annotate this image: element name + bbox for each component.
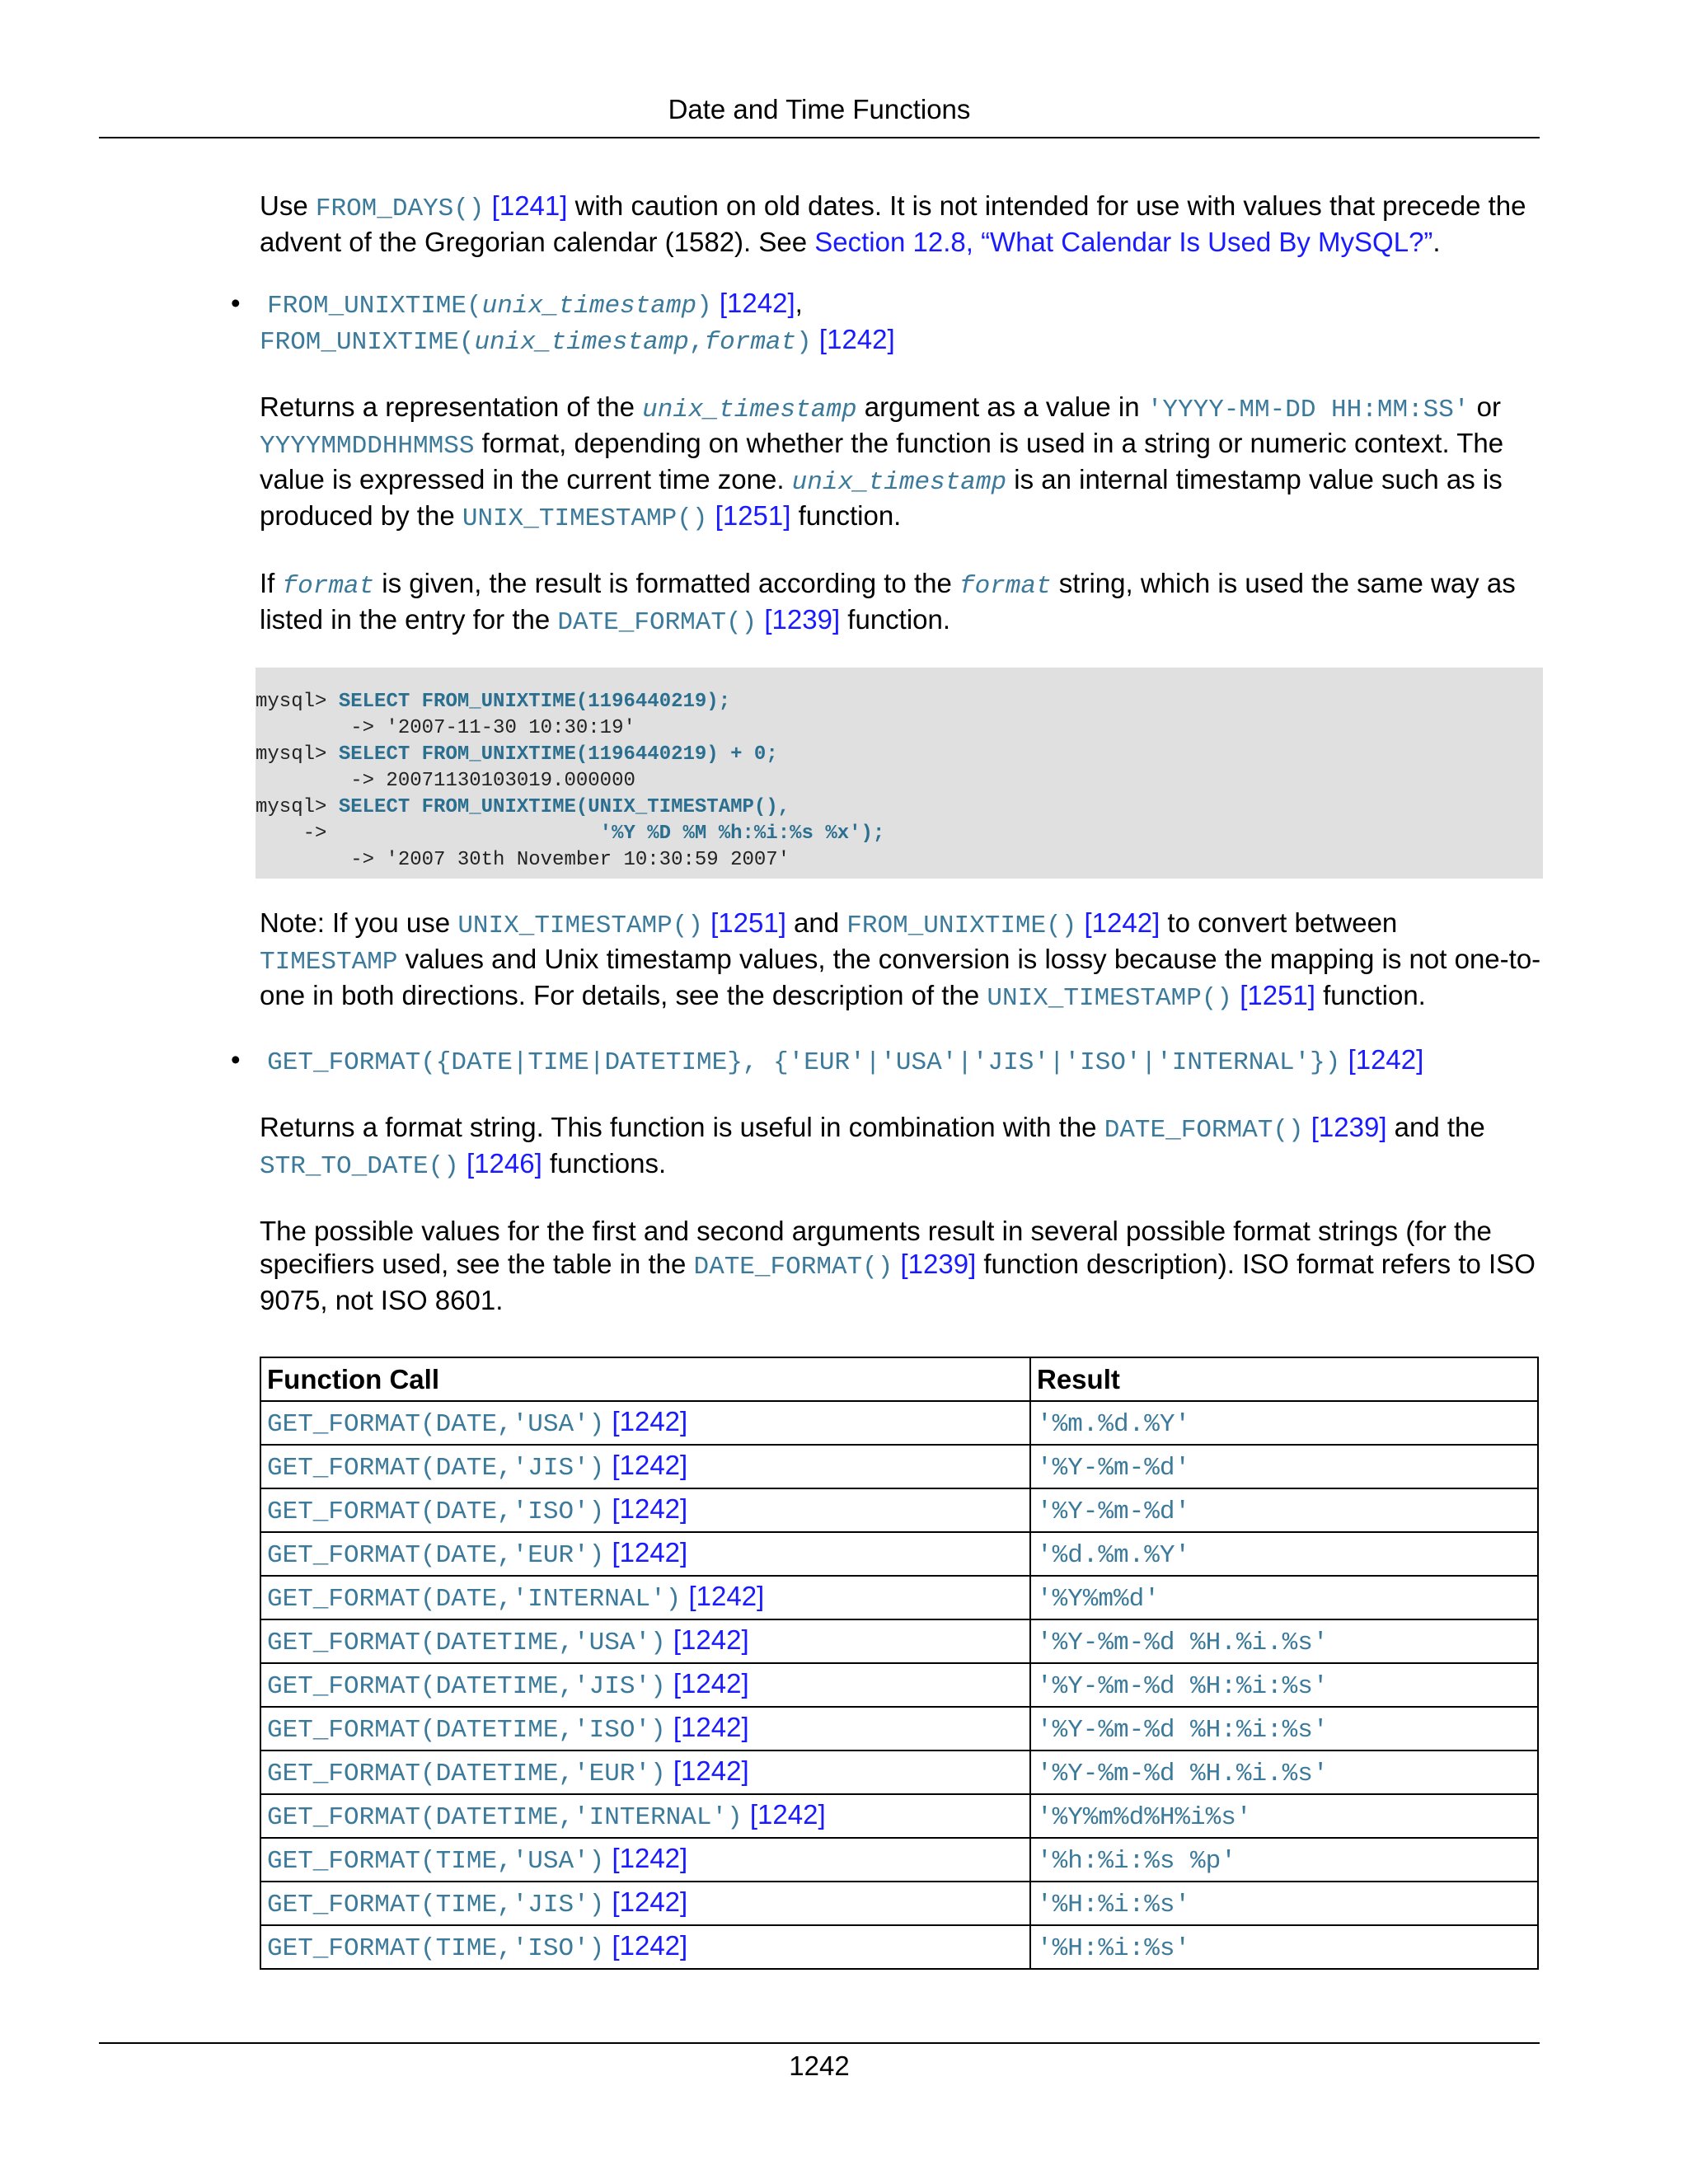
from-unixtime-signature xyxy=(260,287,1541,359)
function-call-cell xyxy=(260,1663,1030,1707)
code-line: mysql> SELECT FROM_UNIXTIME(1196440219); xyxy=(256,691,731,713)
table-row xyxy=(260,1401,1538,1445)
ref-link[interactable]: [1242] xyxy=(612,1536,688,1568)
function-call-cell xyxy=(260,1925,1030,1969)
get-format-table xyxy=(260,1357,1539,1970)
ref-link[interactable]: [1239] xyxy=(1311,1112,1387,1142)
text: values and Unix timestamp values, the conversion is lossy because the mapping is not one-to-one in both directions. For details, see the description of the xyxy=(260,944,1541,1010)
ref-link[interactable]: [1251] xyxy=(1240,980,1315,1010)
text: If xyxy=(260,568,283,598)
function-call-code[interactable]: GET_FORMAT(DATE,'JIS') xyxy=(267,1453,605,1483)
get-format-values-paragraph xyxy=(260,1215,1541,1317)
table-row xyxy=(260,1707,1538,1750)
ref-link[interactable]: [1242] xyxy=(612,1842,688,1873)
section-link[interactable]: Section 12.8, “What Calendar Is Used By MySQL?” xyxy=(814,227,1433,257)
result-cell xyxy=(1030,1532,1538,1576)
code: YYYYMMDDHHMMSS xyxy=(260,432,475,461)
text: to convert between xyxy=(1160,907,1398,938)
arg: unix_timestamp xyxy=(791,468,1007,497)
text: Note: If you use xyxy=(260,907,458,938)
text: Returns a format string. This function is useful in combination with the xyxy=(260,1112,1104,1142)
function-call-cell xyxy=(260,1619,1030,1663)
text: string, which is used the same way as listed in the entry for the xyxy=(260,568,1516,635)
ref-link[interactable]: [1242] xyxy=(818,324,895,354)
table-row xyxy=(260,1750,1538,1794)
get-format-signature xyxy=(260,1043,1541,1080)
text: . xyxy=(1432,227,1441,257)
table-row xyxy=(260,1925,1538,1969)
table-row xyxy=(260,1794,1538,1838)
result-code: '%Y-%m-%d %H:%i:%s' xyxy=(1037,1671,1329,1701)
function-call-code[interactable]: GET_FORMAT(TIME,'JIS') xyxy=(267,1890,605,1919)
text: argument as a value in xyxy=(856,391,1147,422)
code: 'YYYY-MM-DD HH:MM:SS' xyxy=(1146,396,1470,424)
code-line: mysql> SELECT FROM_UNIXTIME(UNIX_TIMESTAMP(), xyxy=(256,796,790,818)
function-call-cell xyxy=(260,1532,1030,1576)
ref-link[interactable]: [1242] xyxy=(1348,1044,1424,1075)
result-cell xyxy=(1030,1663,1538,1707)
get-format-sig[interactable]: GET_FORMAT({DATE|TIME|DATETIME}, {'EUR'|'USA'|'JIS'|'ISO'|'INTERNAL'}) xyxy=(267,1048,1341,1077)
code: TIMESTAMP xyxy=(260,948,398,977)
result-cell xyxy=(1030,1401,1538,1445)
text: with caution on old dates. It is not intended for use with values that precede the advent of the Gregorian calendar (1582). See xyxy=(260,190,1526,257)
result-cell xyxy=(1030,1750,1538,1794)
code-link[interactable]: FROM_UNIXTIME() xyxy=(846,912,1077,940)
function-call-cell xyxy=(260,1707,1030,1750)
result-code: '%h:%i:%s %p' xyxy=(1037,1846,1236,1876)
function-call-cell xyxy=(260,1488,1030,1532)
code-link[interactable]: DATE_FORMAT() xyxy=(557,608,757,637)
result-cell xyxy=(1030,1488,1538,1532)
function-call-cell xyxy=(260,1838,1030,1882)
arg: format xyxy=(959,572,1052,601)
result-code: '%Y%m%d%H%i%s' xyxy=(1037,1802,1252,1832)
from-unixtime-format-paragraph xyxy=(260,567,1541,640)
function-call-code[interactable]: GET_FORMAT(DATETIME,'ISO') xyxy=(267,1715,666,1745)
bullet: • xyxy=(231,1044,241,1075)
from-unixtime-description xyxy=(260,391,1541,536)
ref-link[interactable]: [1242] xyxy=(612,1493,688,1524)
code-link[interactable]: UNIX_TIMESTAMP() xyxy=(987,984,1233,1013)
ref-link[interactable]: [1241] xyxy=(491,190,568,221)
table-row xyxy=(260,1532,1538,1576)
code-link[interactable]: UNIX_TIMESTAMP() xyxy=(462,504,708,533)
function-call-cell xyxy=(260,1445,1030,1488)
result-cell xyxy=(1030,1838,1538,1882)
column-header-result: Result xyxy=(1030,1357,1538,1401)
result-cell xyxy=(1030,1925,1538,1969)
text: and the xyxy=(1386,1112,1485,1142)
result-cell xyxy=(1030,1445,1538,1488)
code-example xyxy=(256,668,1543,879)
sig2-fn[interactable]: FROM_UNIXTIME( xyxy=(260,328,475,357)
result-cell xyxy=(1030,1794,1538,1838)
function-call-cell xyxy=(260,1882,1030,1925)
function-call-code[interactable]: GET_FORMAT(DATE,'USA') xyxy=(267,1409,605,1439)
sig2-arg2: format xyxy=(704,328,797,357)
ref-link[interactable]: [1242] xyxy=(688,1580,765,1611)
ref-link[interactable]: [1246] xyxy=(467,1148,542,1179)
ref-link[interactable]: [1242] xyxy=(749,1798,826,1830)
text: Returns a representation of the xyxy=(260,391,643,422)
text: function. xyxy=(790,500,902,531)
page-number: 1242 xyxy=(789,2050,850,2081)
footer-rule xyxy=(99,2042,1540,2044)
table-row xyxy=(260,1882,1538,1925)
arg: format xyxy=(282,572,375,601)
result-code: '%H:%i:%s' xyxy=(1037,1933,1191,1963)
sig1-end: ) xyxy=(696,292,712,321)
table-row xyxy=(260,1576,1538,1619)
ref-link[interactable]: [1251] xyxy=(710,907,786,938)
code-link[interactable]: STR_TO_DATE() xyxy=(260,1152,459,1181)
code-from-days[interactable]: FROM_DAYS() xyxy=(315,194,485,223)
ref-link[interactable]: [1242] xyxy=(612,1449,688,1480)
ref-link[interactable]: [1239] xyxy=(764,604,841,635)
code-line: -> '2007 30th November 10:30:59 2007' xyxy=(256,849,790,871)
code-link[interactable]: DATE_FORMAT() xyxy=(693,1253,893,1282)
ref-link[interactable]: [1242] xyxy=(612,1405,688,1436)
result-code: '%Y%m%d' xyxy=(1037,1584,1160,1614)
result-cell xyxy=(1030,1707,1538,1750)
header-rule xyxy=(99,137,1540,138)
ref-link[interactable]: [1242] xyxy=(673,1711,749,1742)
text: is an internal timestamp value such as is produced by the xyxy=(260,464,1503,531)
code-link[interactable]: UNIX_TIMESTAMP() xyxy=(457,912,703,940)
ref-link[interactable]: [1242] xyxy=(673,1755,749,1786)
text: functions. xyxy=(542,1148,667,1179)
code-line: -> '2007-11-30 10:30:19' xyxy=(256,717,635,739)
table-row xyxy=(260,1619,1538,1663)
table-row xyxy=(260,1663,1538,1707)
column-header-function-call: Function Call xyxy=(260,1357,1030,1401)
code-line: -> '%Y %D %M %h:%i:%s %x'); xyxy=(256,823,885,845)
intro-paragraph xyxy=(260,190,1541,259)
ref-link[interactable]: [1242] xyxy=(719,288,795,318)
function-call-code[interactable]: GET_FORMAT(TIME,'USA') xyxy=(267,1846,605,1876)
ref-link[interactable]: [1242] xyxy=(612,1929,688,1961)
code-link[interactable]: DATE_FORMAT() xyxy=(1104,1116,1304,1145)
ref-link[interactable]: [1239] xyxy=(900,1249,977,1279)
conversion-note xyxy=(260,907,1541,1015)
function-call-code[interactable]: GET_FORMAT(DATETIME,'INTERNAL') xyxy=(267,1802,743,1832)
code-line: mysql> SELECT FROM_UNIXTIME(1196440219) + 0; xyxy=(256,743,778,766)
sig1-fn[interactable]: FROM_UNIXTIME( xyxy=(267,292,482,321)
result-cell xyxy=(1030,1882,1538,1925)
code-line: -> 20071130103019.000000 xyxy=(256,770,635,792)
sig2-comma: , xyxy=(688,328,705,357)
ref-link[interactable]: [1242] xyxy=(673,1667,749,1699)
from-unixtime-entry xyxy=(231,287,1541,1015)
function-call-code[interactable]: GET_FORMAT(DATETIME,'USA') xyxy=(267,1628,666,1657)
bullet: • xyxy=(231,288,241,318)
function-call-cell xyxy=(260,1794,1030,1838)
result-code: '%m.%d.%Y' xyxy=(1037,1409,1191,1439)
text: is given, the result is formatted according to the xyxy=(374,568,959,598)
result-cell xyxy=(1030,1619,1538,1663)
text: , xyxy=(795,288,803,318)
ref-link[interactable]: [1242] xyxy=(673,1624,749,1655)
function-call-code[interactable]: GET_FORMAT(TIME,'ISO') xyxy=(267,1933,605,1963)
text: format, depending on whether the function is used in a string or numeric context. The value is expressed in the current time zone. xyxy=(260,428,1504,494)
main-content xyxy=(231,190,1541,1970)
function-call-code[interactable]: GET_FORMAT(DATETIME,'EUR') xyxy=(267,1759,666,1788)
table-row xyxy=(260,1838,1538,1882)
text: function. xyxy=(840,604,951,635)
function-call-code[interactable]: GET_FORMAT(DATE,'INTERNAL') xyxy=(267,1584,682,1614)
result-code: '%Y-%m-%d' xyxy=(1037,1453,1191,1483)
result-cell xyxy=(1030,1576,1538,1619)
function-call-code[interactable]: GET_FORMAT(DATE,'EUR') xyxy=(267,1540,605,1570)
result-code: '%Y-%m-%d' xyxy=(1037,1497,1191,1526)
table-header-row xyxy=(260,1357,1538,1401)
function-call-code[interactable]: GET_FORMAT(DATETIME,'JIS') xyxy=(267,1671,666,1701)
ref-link[interactable]: [1242] xyxy=(1084,907,1160,938)
table-row xyxy=(260,1445,1538,1488)
sig1-arg: unix_timestamp xyxy=(481,292,697,321)
page-header-title: Date and Time Functions xyxy=(668,94,971,124)
sig2-end: ) xyxy=(796,328,812,357)
function-call-cell xyxy=(260,1750,1030,1794)
result-code: '%d.%m.%Y' xyxy=(1037,1540,1191,1570)
result-code: '%H:%i:%s' xyxy=(1037,1890,1191,1919)
get-format-entry xyxy=(231,1043,1541,1970)
function-call-code[interactable]: GET_FORMAT(DATE,'ISO') xyxy=(267,1497,605,1526)
text: function. xyxy=(1315,980,1426,1010)
get-format-description xyxy=(260,1111,1541,1183)
text: or xyxy=(1469,391,1501,422)
function-call-cell xyxy=(260,1576,1030,1619)
result-code: '%Y-%m-%d %H.%i.%s' xyxy=(1037,1759,1329,1788)
text: function description). ISO format refers to ISO 9075, not ISO 8601. xyxy=(260,1249,1536,1315)
table-row xyxy=(260,1488,1538,1532)
text: Use xyxy=(260,190,316,221)
result-code: '%Y-%m-%d %H:%i:%s' xyxy=(1037,1715,1329,1745)
arg: unix_timestamp xyxy=(642,396,857,424)
sig2-arg1: unix_timestamp xyxy=(474,328,689,357)
text: and xyxy=(785,907,847,938)
result-code: '%Y-%m-%d %H.%i.%s' xyxy=(1037,1628,1329,1657)
text: The possible values for the first and second arguments result in several possible format strings (for the specifiers used, see the table in the xyxy=(260,1216,1492,1279)
ref-link[interactable]: [1251] xyxy=(715,500,791,531)
function-call-cell xyxy=(260,1401,1030,1445)
ref-link[interactable]: [1242] xyxy=(612,1886,688,1917)
